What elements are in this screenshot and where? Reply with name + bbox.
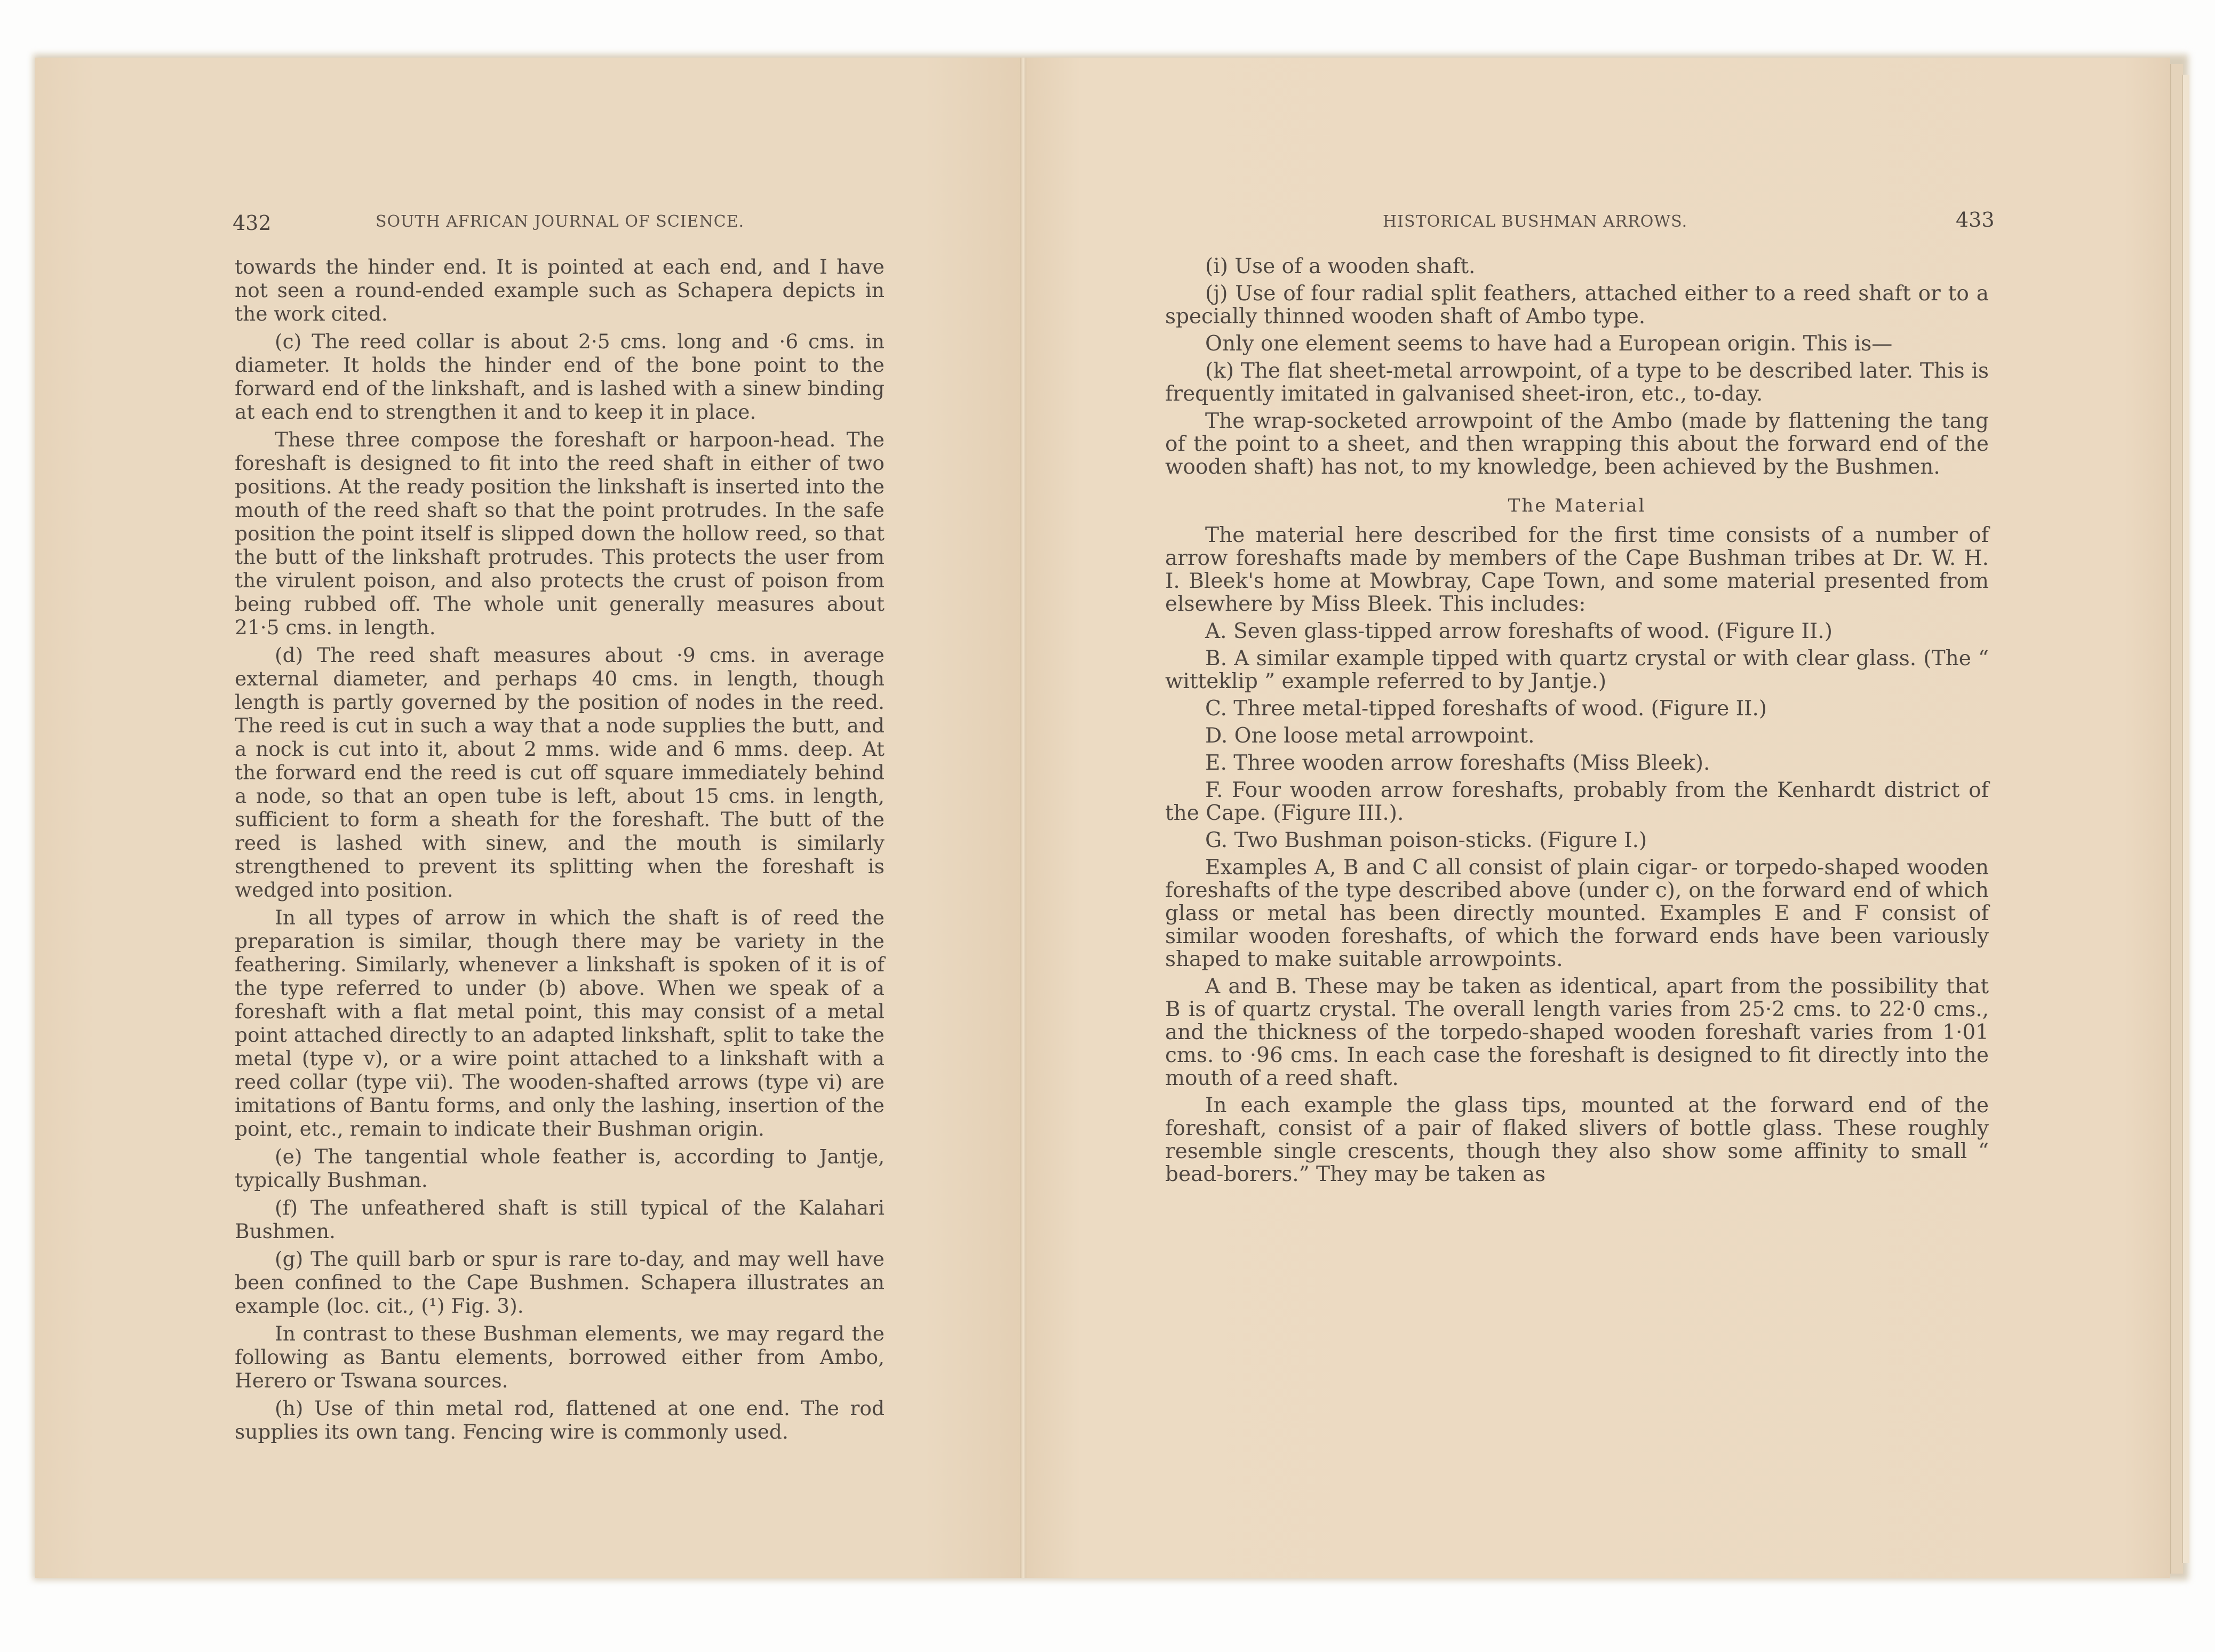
- list-item: D. One loose metal arrowpoint.: [1205, 724, 1535, 748]
- paragraph: (h) Use of thin metal rod, flattened at one end. The rod supplies its own tang. Fencing wire is commonly used.: [235, 1396, 885, 1443]
- section-heading: The Material: [1508, 495, 1646, 516]
- paragraph: A and B. These may be taken as identical, apart from the possibility that B is of quartz crystal. The overall length varies from 25·2 cms. to 22·0 cms., and the thickness of the torpedo-shaped wooden foreshaft varies from 1·01 cms. to ·96 cms. In each case the foreshaft is designed to fit directly into the mouth of a reed shaft.: [1165, 975, 1989, 1090]
- list-item: A. Seven glass-tipped arrow foreshafts of wood. (Figure II.): [1205, 619, 1832, 643]
- list-item: B. A similar example tipped with quartz crystal or with clear glass. (The “ witteklip ” example referred to by Jantje.): [1165, 647, 1989, 693]
- paragraph: (j) Use of four radial split feathers, attached either to a reed shaft or to a specially thinned wooden shaft of Ambo type.: [1165, 282, 1989, 329]
- paragraph: (f) The unfeathered shaft is still typical of the Kalahari Bushmen.: [235, 1196, 885, 1243]
- paragraph: In each example the glass tips, mounted at the forward end of the foreshaft, consist of a pair of flaked slivers of bottle glass. These roughly resemble single crescents, though they also show some affinity to small “ bead-borers.” They may be taken as: [1165, 1094, 1989, 1186]
- paragraph: The material here described for the first time consists of a number of arrow foreshafts made by members of the Cape Bushman tribes at Dr. W. H. I. Bleek's home at Mowbray, Cape Town, and some material presented from elsewhere by Miss Bleek. This includes:: [1165, 523, 1989, 616]
- paragraph: towards the hinder end. It is pointed at each end, and I have not seen a round-ended example such as Schapera depicts in the work cited.: [235, 255, 885, 325]
- paragraph: (g) The quill barb or spur is rare to-day, and may well have been confined to the Cape Bushmen. Schapera illustrates an example (loc. cit., (¹) Fig. 3).: [235, 1247, 885, 1318]
- page-edge-outer: [2182, 75, 2189, 1563]
- paragraph: Only one element seems to have had a European origin. This is—: [1205, 332, 1893, 356]
- right-running-head: HISTORICAL BUSHMAN ARROWS.: [1383, 212, 1688, 231]
- book-gutter: [1020, 58, 1026, 1578]
- list-item: E. Three wooden arrow foreshafts (Miss Bleek).: [1205, 751, 1710, 775]
- paragraph: (i) Use of a wooden shaft.: [1205, 254, 1476, 278]
- paragraph: The wrap-socketed arrowpoint of the Ambo (made by flattening the tang of the point to a sheet, and then wrapping this about the forward end of the wooden shaft) has not, to my knowledge, been achieved by the Bushmen.: [1165, 409, 1989, 479]
- left-text-column: [235, 255, 885, 1448]
- left-running-head: SOUTH AFRICAN JOURNAL OF SCIENCE.: [376, 212, 745, 231]
- paragraph: (k) The flat sheet-metal arrowpoint, of a type to be described later. This is frequently imitated in galvanised sheet-iron, etc., to-day.: [1165, 359, 1989, 406]
- paragraph: (e) The tangential whole feather is, according to Jantje, typically Bushman.: [235, 1145, 885, 1192]
- list-item: G. Two Bushman poison-sticks. (Figure I.): [1205, 828, 1647, 852]
- paragraph: (c) The reed collar is about 2·5 cms. long and ·6 cms. in diameter. It holds the hinder end of the bone point to the forward end of the linkshaft, and is lashed with a sinew binding at each end to strengthen it and to keep it in place.: [235, 330, 885, 424]
- paragraph: These three compose the foreshaft or harpoon-head. The foreshaft is designed to fit into the reed shaft in either of two positions. At the ready position the linkshaft is inserted into the mouth of the reed shaft so that the point protrudes. In the safe position the point itself is slipped down the hollow reed, so that the butt of the linkshaft protrudes. This protects the user from the virulent poison, and also protects the crust of poison from being rubbed off. The whole unit generally measures about 21·5 cms. in length.: [235, 428, 885, 639]
- left-page-number: 432: [233, 211, 272, 235]
- paragraph: In contrast to these Bushman elements, we may regard the following as Bantu elements, borrowed either from Ambo, Herero or Tswana sources.: [235, 1322, 885, 1392]
- paragraph: In all types of arrow in which the shaft is of reed the preparation is similar, though there may be variety in the feathering. Similarly, whenever a linkshaft is spoken of it is of the type referred to under (b) above. When we speak of a foreshaft with a flat metal point, this may consist of a metal point attached directly to an adapted linkshaft, split to take the metal (type v), or a wire point attached to a linkshaft with a reed collar (type vii). The wooden-shafted arrows (type vi) are imitations of Bantu forms, and only the lashing, insertion of the point, etc., remain to indicate their Bushman origin.: [235, 906, 885, 1140]
- page-edge: [2170, 64, 2183, 1574]
- paragraph: Examples A, B and C all consist of plain cigar- or torpedo-shaped wooden foreshafts of the type described above (under c), on the forward end of which glass or metal has been directly mounted. Examples E and F consist of similar wooden foreshafts, of which the forward ends have been variously shaped to make suitable arrowpoints.: [1165, 856, 1989, 971]
- right-text-column: [1165, 255, 1989, 1190]
- paragraph: (d) The reed shaft measures about ·9 cms. in average external diameter, and perhaps 40 cms. in length, though length is partly governed by the position of nodes in the reed. The reed is cut in such a way that a node supplies the butt, and a nock is cut into it, about 2 mms. wide and 6 mms. deep. At the forward end the reed is cut off square immediately behind a node, so that an open tube is left, about 15 cms. in length, sufficient to form a sheath for the foreshaft. The butt of the reed is lashed with sinew, and the mouth is similarly strengthened to prevent its splitting when the foreshaft is wedged into position.: [235, 643, 885, 901]
- list-item: C. Three metal-tipped foreshafts of wood. (Figure II.): [1205, 697, 1767, 721]
- right-page-number: 433: [1956, 208, 1995, 232]
- list-item: F. Four wooden arrow foreshafts, probably from the Kenhardt district of the Cape. (Figure III.).: [1165, 778, 1989, 825]
